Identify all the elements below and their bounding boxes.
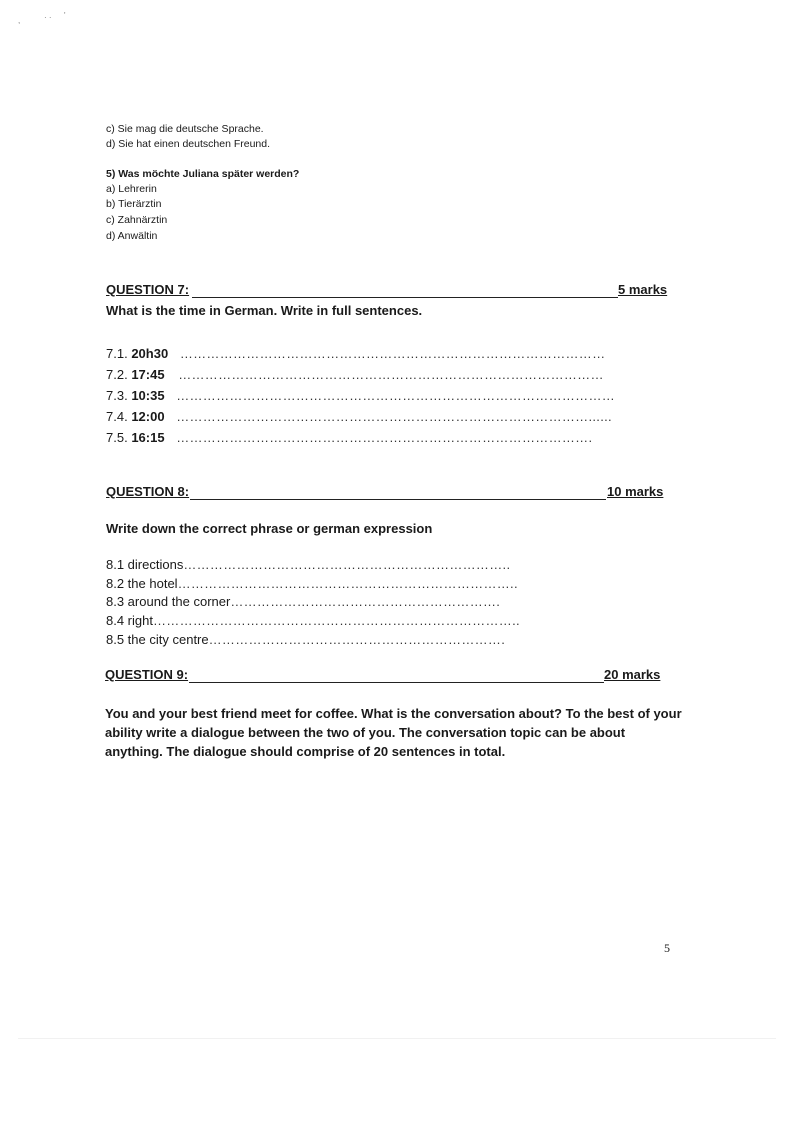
time-value: 12:00 bbox=[131, 409, 165, 424]
question-8-instruction: Write down the correct phrase or german expression bbox=[106, 521, 433, 536]
answer-dots: ……………………………………………………………….. bbox=[183, 557, 511, 572]
question-9-heading: QUESTION 9: bbox=[105, 667, 189, 682]
question-5-prompt: 5) Was möchte Juliana später werden? bbox=[106, 168, 300, 180]
phrase-label: 8.3 around the corner bbox=[106, 594, 231, 609]
answer-dots: ……………………………………………………………………….. bbox=[152, 613, 520, 628]
phrase-label: 8.2 the hotel bbox=[106, 576, 178, 591]
question-9-instruction: You and your best friend meet for coffee. What is the conversation about? To the best of your ability write a dialogue between the two of you. The conversation topic can be about anything. The dialogue should comprise of 20 sentences in total. bbox=[105, 706, 682, 759]
question-5-option-d: d) Anwältin bbox=[106, 230, 158, 242]
answer-dots: ………………………………………………………………….. bbox=[177, 576, 518, 591]
option-c-prev: c) Sie mag die deutsche Sprache. bbox=[106, 123, 264, 135]
option-d-prev: d) Sie hat einen deutschen Freund. bbox=[106, 138, 271, 150]
question-7-rule bbox=[192, 297, 618, 298]
question-5-option-a: a) Lehrerin bbox=[106, 183, 157, 195]
question-9-rule bbox=[189, 682, 604, 683]
question-8-item bbox=[106, 576, 518, 591]
scan-edge-line bbox=[18, 1038, 776, 1039]
item-number: 7.3. bbox=[106, 388, 128, 403]
question-8-rule bbox=[190, 499, 606, 500]
question-5-option-b: b) Tierärztin bbox=[106, 198, 162, 210]
question-8-item bbox=[106, 613, 520, 628]
time-value: 20h30 bbox=[131, 346, 169, 361]
answer-dots: ……………………………………………………………………………………… bbox=[176, 388, 616, 403]
question-7-item bbox=[106, 346, 605, 361]
question-5-option-c: c) Zahnärztin bbox=[106, 214, 168, 226]
scan-mark: · · bbox=[44, 13, 52, 22]
page-number: 5 bbox=[664, 941, 670, 955]
item-number: 7.2. bbox=[106, 367, 128, 382]
phrase-label: 8.4 right bbox=[106, 613, 153, 628]
phrase-label: 8.1 directions bbox=[106, 557, 184, 572]
answer-dots: …………………………………………………………. bbox=[208, 632, 506, 647]
question-7-heading: QUESTION 7: bbox=[106, 282, 190, 297]
question-7-item bbox=[106, 409, 612, 424]
answer-dots: …………………………………………………………………………………… bbox=[178, 367, 604, 382]
question-8-heading: QUESTION 8: bbox=[106, 484, 190, 499]
answer-dots: …………………………………………………………………………………… bbox=[179, 346, 606, 361]
question-7-marks: 5 marks bbox=[618, 282, 668, 297]
answer-dots: ……………………………………………………. bbox=[230, 594, 501, 609]
question-7-item bbox=[106, 367, 604, 382]
item-number: 7.4. bbox=[106, 409, 128, 424]
phrase-label: 8.5 the city centre bbox=[106, 632, 209, 647]
answer-dots: …………………………………………………………………………………...... bbox=[176, 409, 612, 424]
scan-mark: ' bbox=[64, 11, 66, 20]
question-7-instruction: What is the time in German. Write in full sentences. bbox=[106, 303, 423, 318]
time-value: 10:35 bbox=[131, 388, 165, 403]
item-number: 7.5. bbox=[106, 430, 128, 445]
question-8-item bbox=[106, 632, 505, 647]
question-7-item bbox=[106, 388, 615, 403]
question-8-marks: 10 marks bbox=[607, 484, 664, 499]
time-value: 17:45 bbox=[131, 367, 165, 382]
time-value: 16:15 bbox=[131, 430, 165, 445]
answer-dots: …………………………………………………………………………………. bbox=[176, 430, 593, 445]
scan-mark: , bbox=[18, 16, 21, 25]
question-8-item bbox=[106, 557, 510, 572]
question-9-marks: 20 marks bbox=[604, 667, 661, 682]
question-7-item bbox=[106, 430, 592, 445]
item-number: 7.1. bbox=[106, 346, 128, 361]
question-8-item bbox=[106, 594, 500, 609]
